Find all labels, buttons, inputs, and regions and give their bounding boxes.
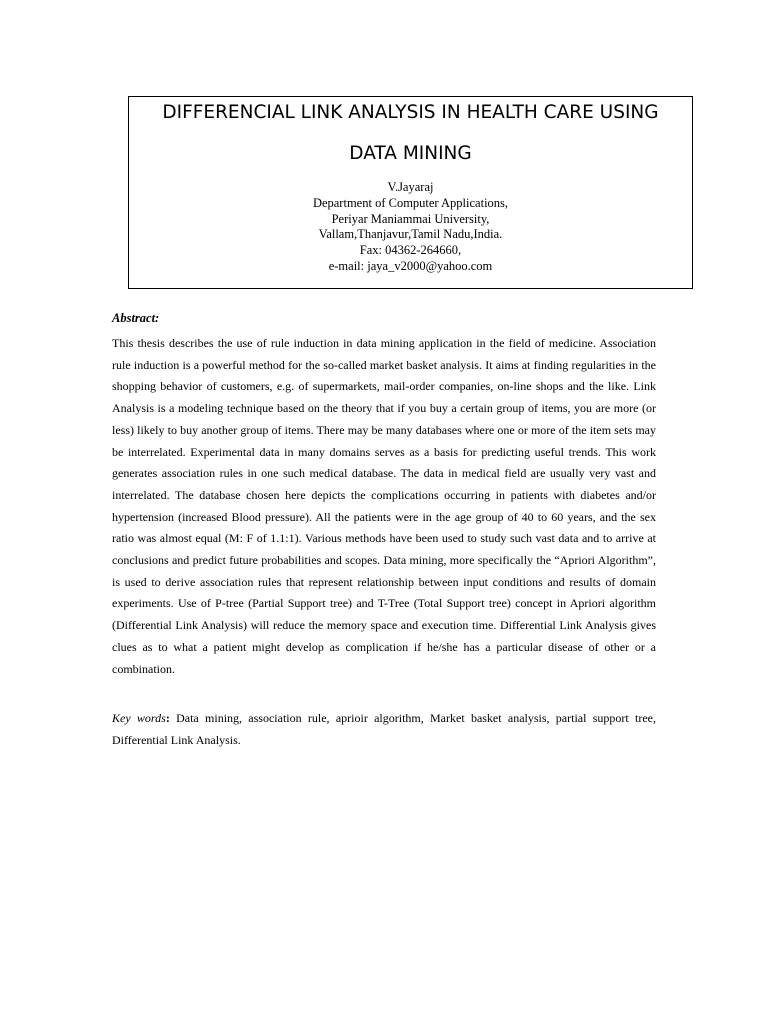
author-university: Periyar Maniammai University,: [331, 211, 490, 226]
author-name: V.Jayaraj: [387, 180, 434, 194]
keywords-text: Data mining, association rule, aprioir algorithm, Market basket analysis, partial support tree, Differential Link Analysis.: [112, 711, 656, 747]
author-block: [129, 180, 692, 275]
keywords-paragraph: [112, 707, 656, 751]
keywords-label: Key words: [112, 711, 166, 725]
author-address: Vallam,Thanjavur,Tamil Nadu,India.: [318, 227, 503, 242]
title-box: [128, 96, 693, 289]
paper-title-line-2: DATA MINING: [349, 143, 472, 164]
author-department: Department of Computer Applications,: [312, 195, 509, 210]
abstract-heading: Abstract:: [112, 311, 160, 325]
author-email: e-mail: jaya_v2000@yahoo.com: [328, 258, 493, 273]
keywords-colon: :: [165, 711, 170, 725]
paper-title-line-1: DIFFERENCIAL LINK ANALYSIS IN HEALTH CARE USING: [162, 102, 659, 123]
author-fax: Fax: 04362-264660,: [359, 243, 462, 258]
abstract-body: This thesis describes the use of rule induction in data mining application in the field of medicine. Association rule induction is a powerful method for the so-called market basket analysis. It aims at finding regularities in the shopping behavior of customers, e.g. of supermarkets, mail-order companies, on-line shops and the like. Link Analysis is a modeling technique based on the theory that if you buy a certain group of items, you are more (or less) likely to buy another group of items. There may be many databases where one or more of the item sets may be interrelated. Experimental data in many domains serves as a basis for predicting useful trends. This work generates association rules in one such medical database. The data in medical field are usually very vast and interrelated. The database chosen here depicts the complications occurring in patients with diabetes and/or hypertension (increased Blood pressure). All the patients were in the age group of 40 to 60 years, and the sex ratio was almost equal (M: F of 1.1:1). Various methods have been used to study such vast data and to arrive at conclusions and predict future probabilities and scopes. Data mining, more specifically the “Apriori Algorithm”, is used to derive association rules that represent relationship between input conditions and results of domain experiments. Use of P-tree (Partial Support tree) and T-Tree (Total Support tree) concept in Apriori algorithm (Differential Link Analysis) will reduce the memory space and execution time. Differential Link Analysis gives clues as to what a patient might develop as complication if he/she has a particular disease of other or a combination.: [112, 336, 656, 676]
